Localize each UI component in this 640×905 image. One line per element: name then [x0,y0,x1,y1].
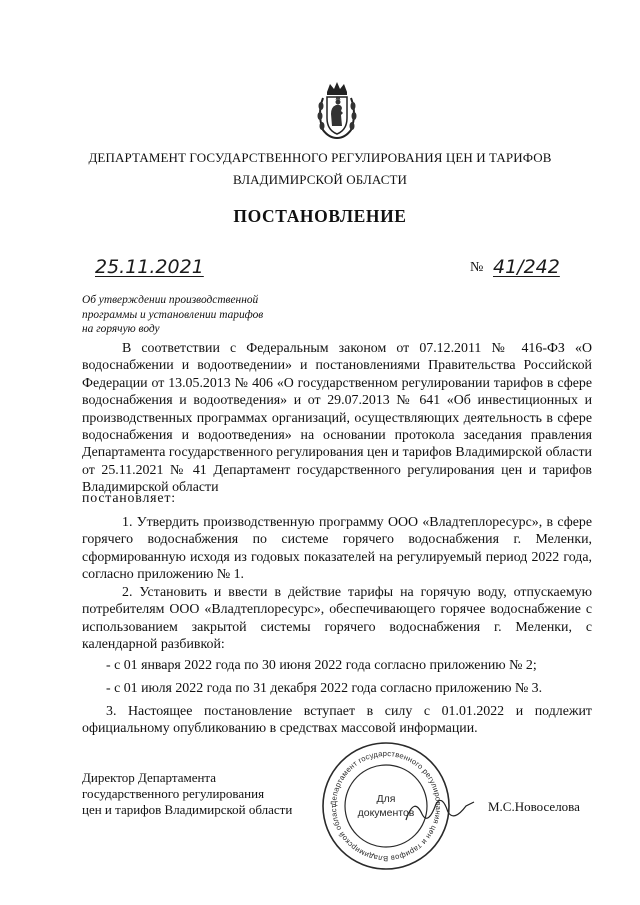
document-type-title: ПОСТАНОВЛЕНИЕ [233,206,407,226]
document-number: 41/242 [493,256,560,278]
signatory-position [82,770,322,818]
stamp-ring-text: Департамент государственного регулирования цен и тарифов Владимирской област [328,748,444,864]
position-line: цен и тарифов Владимирской области [82,802,293,817]
handwritten-signature [400,790,480,830]
document-subject [82,293,292,337]
department-name-line1: ДЕПАРТАМЕНТ ГОСУДАРСТВЕННОГО РЕГУЛИРОВАНИЯ ЦЕН И ТАРИФОВ [88,150,552,165]
subject-line: на горячую воду [82,323,160,335]
number-label: № [470,260,484,275]
signatory-name: М.С.Новоселова [488,799,580,814]
item-2-paragraph: 2. Установить и ввести в действие тарифы на горячую воду, отпускаемую потребителям ООО «Владтеплоресурс», обеспечивающего горячее водоснабжение с использованием закрытой системы горячего водоснабжения г. Меленки, с календарной разбивкой: [82,585,592,653]
decree-word: постановляет: [82,491,176,506]
subject-line: Об утверждении производственной [82,294,259,306]
stamp-center-line1: Для [376,793,396,805]
stamp-center-line2: документов [357,807,415,819]
document-date: 25.11.2021 [95,256,204,278]
coat-of-arms-icon [315,80,359,142]
position-line: государственного регулирования [82,786,265,801]
department-name-line2: ВЛАДИМИРСКОЙ ОБЛАСТИ [232,172,408,187]
item-2-subitem-2: - с 01 июля 2022 года по 31 декабря 2022 года согласно приложению № 3. [106,681,543,696]
item-1-paragraph: 1. Утвердить производственную программу ООО «Владтеплоресурс», в сфере горячего водоснабжения по системе горячего водоснабжения г. Меленки, сформированную исходя из годовых показателей на регулируемый период 2022 года, согласно приложению № 1. [82,515,592,583]
item-3-paragraph: 3. Настоящее постановление вступает в силу с 01.01.2022 и подлежит официальному опубликованию в средствах массовой информации. [82,704,592,737]
position-line: Директор Департамента [82,770,217,785]
preamble-paragraph: В соответствии с Федеральным законом от 07.12.2011 № 416-ФЗ «О водоснабжении и водоотведении» и постановлениями Правительства Российской Федерации от 13.05.2013 № 406 «О государственном регулировании тарифов в сфере водоснабжения и водоотведения» и от 29.07.2013 № 641 «Об инвестиционных и производственных программах организаций, осуществляющих деятельность в сфере водоснабжения и водоотведения» на основании протокола заседания правления Департамента государственного регулирования цен и тарифов Владимирской области от 25.11.2021 № 41 Департамент государственного регулирования цен и тарифов Владимирской области [82,341,592,496]
item-2-subitem-1: - с 01 января 2022 года по 30 июня 2022 года согласно приложению № 2; [106,658,537,673]
subject-line: программы и установлении тарифов [82,308,264,321]
